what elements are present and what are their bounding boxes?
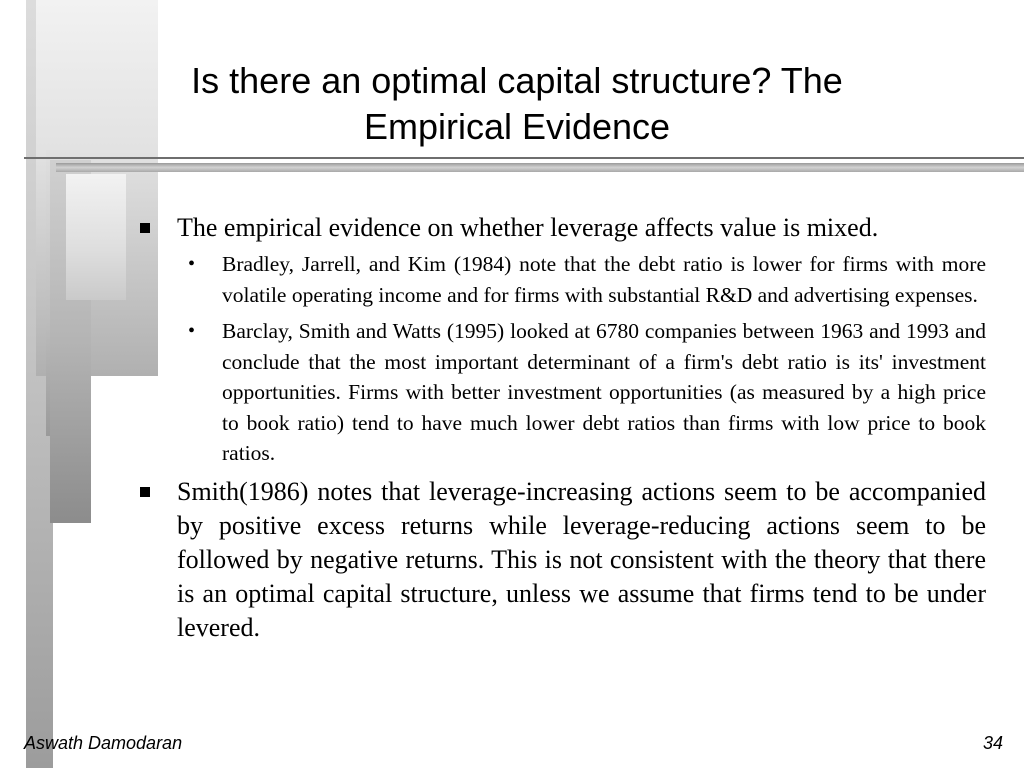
slide-body [140, 211, 986, 649]
dot-bullet-icon: • [188, 253, 196, 275]
slide-title [150, 58, 884, 150]
slide-title-line-1: Is there an optimal capital structure? The [191, 60, 843, 101]
slide-title-line-2: Empirical Evidence [363, 106, 671, 147]
page-number: 34 [982, 733, 1003, 753]
sub-bullet-item [185, 249, 986, 310]
dot-bullet-icon: • [188, 320, 196, 342]
sub-bullet-item [185, 316, 986, 469]
square-bullet-icon [140, 223, 150, 233]
square-bullet-icon [140, 487, 150, 497]
bullet-text: The empirical evidence on whether leverage affects value is mixed. [177, 213, 879, 242]
sub-bullet-text: Bradley, Jarrell, and Kim (1984) note that the debt ratio is lower for firms with more volatile operating income and for firms with substantial R&D and advertising expenses. [222, 252, 986, 307]
bullet-text: Smith(1986) notes that leverage-increasing actions seem to be accompanied by positive excess returns while leverage-reducing actions seem to be followed by negative returns. This is not consistent with the theory that there is an optimal capital structure, unless we assume that firms tend to be under levered. [177, 476, 986, 642]
sub-bullet-text: Barclay, Smith and Watts (1995) looked at 6780 companies between 1963 and 1993 and conclude that the most important determinant of a firm's debt ratio is its' investment opportunities. Firms with better investment opportunities (as measured by a high price to book ratio) tend to have much lower debt ratios than firms with low price to book ratios. [222, 319, 986, 465]
title-divider-line [24, 157, 1024, 159]
bullet-item [140, 475, 986, 645]
footer-author: Aswath Damodaran [24, 733, 183, 753]
bullet-item [140, 211, 986, 245]
decorative-gray-bar [66, 174, 126, 300]
title-divider-bar [56, 163, 1024, 172]
